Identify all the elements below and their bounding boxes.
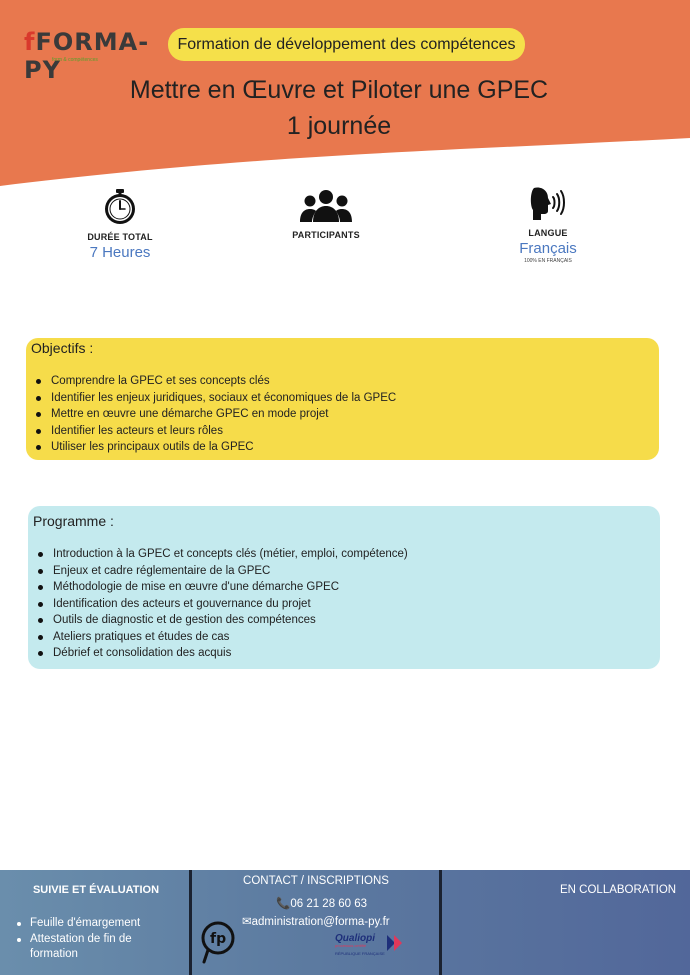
logo-subtitle: form & compétences — [52, 57, 98, 63]
objectifs-list — [31, 373, 396, 456]
forma-py-logo — [24, 28, 150, 84]
list-item: Identifier les enjeux juridiques, sociaux et économiques de la GPEC — [31, 390, 396, 407]
language-note: 100% EN FRANÇAIS — [524, 258, 572, 264]
email-address: administration@forma-py.fr — [251, 916, 390, 928]
logo-text: fFORMA-PY — [24, 28, 150, 84]
suivi-list — [12, 916, 182, 963]
footer — [0, 870, 690, 975]
list-item: Mettre en œuvre une démarche GPEC en mode projet — [31, 406, 396, 423]
suivi-title: SUIVIE ET ÉVALUATION — [32, 884, 160, 896]
programme-title: Programme : — [33, 513, 114, 529]
svg-text:fp: fp — [210, 931, 227, 947]
participants-label: PARTICIPANTS — [292, 230, 360, 240]
list-item: Utiliser les principaux outils de la GPEC — [31, 439, 396, 456]
republique-francaise: RÉPUBLIQUE FRANÇAISE — [335, 951, 385, 956]
email-contact[interactable] — [242, 914, 390, 928]
language-value: Français — [519, 240, 577, 257]
qualiopi-name: Qualiopi — [335, 933, 375, 944]
duration-value: 7 Heures — [89, 244, 151, 261]
tagline-banner: Formation de développement des compétences — [168, 28, 525, 61]
programme-list — [33, 546, 408, 662]
envelope-icon: ✉ — [242, 916, 252, 928]
list-item: Identifier les acteurs et leurs rôles — [31, 423, 396, 440]
duration-label: DURÉE TOTAL — [87, 232, 153, 242]
phone-number: 06 21 28 60 63 — [290, 898, 368, 910]
phone-contact[interactable] — [276, 896, 367, 910]
list-item: Identification des acteurs et gouvernance du projet — [33, 596, 408, 613]
programme-panel — [28, 506, 660, 669]
list-item: Méthodologie de mise en œuvre d'une démarche GPEC — [33, 579, 408, 596]
list-item: Comprendre la GPEC et ses concepts clés — [31, 373, 396, 390]
stat-language — [488, 186, 608, 264]
fp-logo-icon — [198, 920, 238, 964]
list-item: Enjeux et cadre réglementaire de la GPEC — [33, 563, 408, 580]
stopwatch-icon — [103, 188, 137, 226]
list-item: Introduction à la GPEC et concepts clés (métier, emploi, compétence) — [33, 546, 408, 563]
title-line-1: Mettre en Œuvre et Piloter une GPEC — [129, 76, 549, 104]
stat-duration — [60, 188, 180, 261]
list-item: Outils de diagnostic et de gestion des compétences — [33, 612, 408, 629]
page-title — [0, 72, 678, 144]
list-item: Attestation de fin de formation — [12, 932, 182, 963]
logo-wordmark: FORMA-PY — [24, 28, 150, 84]
phone-icon: 📞 — [276, 898, 291, 910]
footer-divider — [439, 870, 442, 975]
list-item: Ateliers pratiques et études de cas — [33, 629, 408, 646]
objectifs-title: Objectifs : — [31, 340, 94, 356]
collaboration-title: EN COLLABORATION — [560, 884, 677, 896]
list-item: Débrief et consolidation des acquis — [33, 645, 408, 662]
qualiopi-subtitle: processus certifié — [335, 943, 367, 948]
title-line-2: 1 journée — [286, 112, 392, 140]
speaking-head-icon — [530, 186, 566, 222]
list-item: Feuille d'émargement — [12, 916, 182, 932]
group-icon — [299, 188, 353, 224]
language-label: LANGUE — [528, 228, 568, 238]
objectifs-panel — [26, 338, 659, 460]
contact-title: CONTACT / INSCRIPTIONS — [243, 875, 389, 887]
stat-participants — [266, 188, 386, 240]
qualiopi-logo — [335, 933, 415, 969]
qualiopi-arrows-icon — [387, 935, 409, 951]
